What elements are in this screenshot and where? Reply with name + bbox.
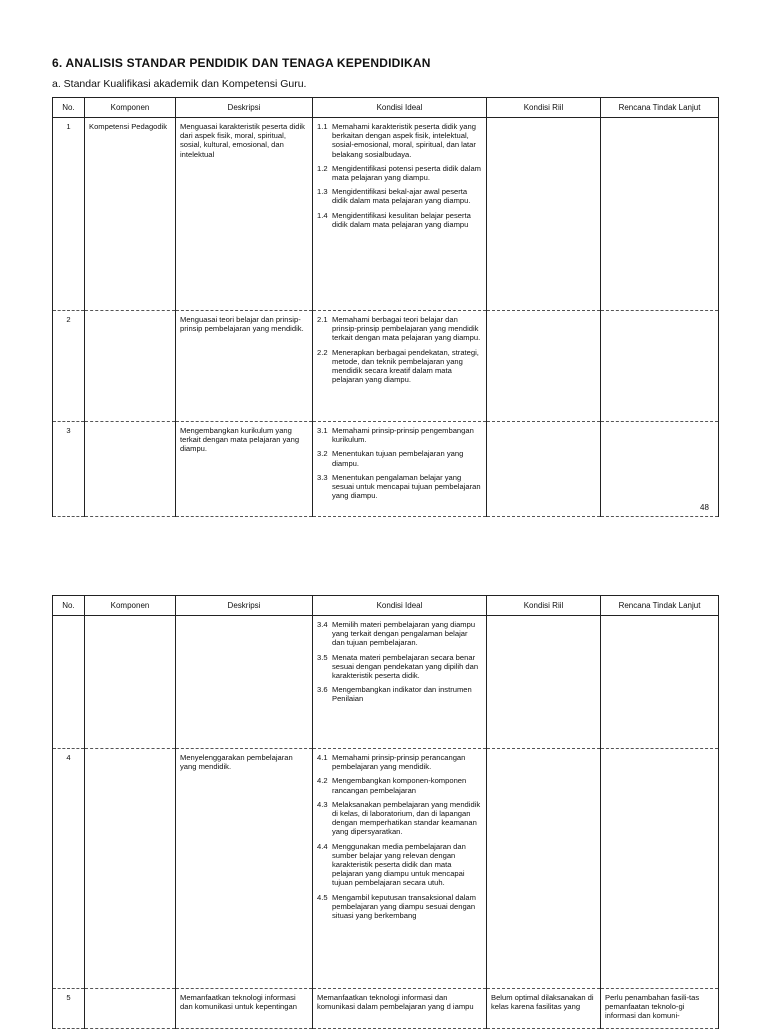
row-number: 3 xyxy=(53,422,85,517)
row-kondisi-ideal xyxy=(313,422,487,517)
row-rencana-tindak-lanjut xyxy=(601,749,719,989)
row-kondisi-riil xyxy=(487,749,601,989)
ideal-item-number: 4.3 xyxy=(317,799,328,809)
ideal-item-number: 4.4 xyxy=(317,841,328,851)
ideal-item xyxy=(317,187,482,205)
row-kondisi-ideal xyxy=(313,311,487,422)
table-row xyxy=(53,118,719,311)
ideal-item-number: 4.2 xyxy=(317,776,328,786)
ideal-item xyxy=(317,122,482,159)
ideal-item-text: Mengembangkan indikator dan instrumen Penilaian xyxy=(332,685,472,704)
col-header-kondisi-ideal: Kondisi Ideal xyxy=(313,98,487,118)
row-komponen xyxy=(85,311,176,422)
ideal-item xyxy=(317,753,482,771)
row-kondisi-riil xyxy=(487,422,601,517)
ideal-item-number: 2.2 xyxy=(317,347,328,357)
row-rencana-tindak-lanjut xyxy=(601,311,719,422)
row-kondisi-ideal xyxy=(313,616,487,749)
ideal-item xyxy=(317,473,482,501)
col-header-kondisi-riil: Kondisi Riil xyxy=(487,596,601,616)
competency-table-continued xyxy=(52,595,719,1029)
row-kondisi-ideal: Memanfaatkan teknologi informasi dan komunikasi dalam pembelajaran yang d iampu xyxy=(313,989,487,1029)
table-header-row xyxy=(53,596,719,616)
col-header-deskripsi: Deskripsi xyxy=(176,596,313,616)
ideal-item-number: 1.3 xyxy=(317,187,328,197)
ideal-item-number: 1.1 xyxy=(317,122,328,131)
ideal-item-number: 3.4 xyxy=(317,620,328,629)
ideal-item-text: Memilih materi pembelajaran yang diampu yang terkait dengan pengalaman belajar dan tujuan pembelajaran. xyxy=(332,620,476,648)
row-komponen xyxy=(85,422,176,517)
ideal-item-text: Memahami prinsip-prinsip perancangan pembelajaran yang mendidik. xyxy=(332,753,466,772)
ideal-item xyxy=(317,620,482,648)
table-row xyxy=(53,422,719,517)
ideal-item-text: Menentukan tujuan pembelajaran yang diampu. xyxy=(332,449,464,468)
table-row xyxy=(53,749,719,989)
row-kondisi-riil xyxy=(487,616,601,749)
section-heading: 6. ANALISIS STANDAR PENDIDIK DAN TENAGA KEPENDIDIKAN xyxy=(52,56,431,70)
ideal-item xyxy=(317,426,482,444)
page-number: 48 xyxy=(700,503,709,512)
table-row xyxy=(53,616,719,749)
ideal-item-text: Mengidentifikasi kesulitan belajar peserta didik dalam mata pelajaran yang diampu xyxy=(332,210,471,229)
col-header-no: No. xyxy=(53,98,85,118)
ideal-item xyxy=(317,211,482,229)
ideal-item-text: Mengembangkan komponen-komponen rancangan pembelajaran xyxy=(332,776,467,795)
ideal-item-text: Mengambil keputusan transaksional dalam pembelajaran yang diampu sesuai dengan situasi yang berkembang xyxy=(332,892,476,921)
ideal-item xyxy=(317,449,482,467)
ideal-item xyxy=(317,776,482,794)
ideal-item-text: Menentukan pengalaman belajar yang sesuai untuk mencapai tujuan pembelajaran yang diampu. xyxy=(332,472,481,501)
ideal-item-number: 3.3 xyxy=(317,472,328,482)
ideal-item-text: Mengidentifikasi bekal-ajar awal peserta didik dalam mata pelajaran yang diampu. xyxy=(332,187,471,206)
ideal-item-number: 1.4 xyxy=(317,210,328,220)
ideal-item xyxy=(317,164,482,182)
col-header-komponen: Komponen xyxy=(85,98,176,118)
ideal-item xyxy=(317,842,482,888)
row-kondisi-riil xyxy=(487,118,601,311)
row-deskripsi: Mengembangkan kurikulum yang terkait dengan mata pelajaran yang diampu. xyxy=(176,422,313,517)
ideal-item xyxy=(317,800,482,837)
row-number: 4 xyxy=(53,749,85,989)
ideal-item xyxy=(317,315,482,343)
ideal-item-number: 3.1 xyxy=(317,426,328,435)
row-rencana-tindak-lanjut xyxy=(601,616,719,749)
col-header-kondisi-riil: Kondisi Riil xyxy=(487,98,601,118)
row-number xyxy=(53,616,85,749)
row-deskripsi xyxy=(176,616,313,749)
ideal-item-number: 2.1 xyxy=(317,315,328,324)
row-deskripsi: Menyelenggarakan pembelajaran yang mendidik. xyxy=(176,749,313,989)
row-deskripsi: Memanfaatkan teknologi informasi dan komunikasi untuk kepentingan xyxy=(176,989,313,1029)
col-header-rencana-tindak-lanjut: Rencana Tindak Lanjut xyxy=(601,98,719,118)
row-kondisi-riil: Belum optimal dilaksanakan di kelas karena fasilitas yang xyxy=(487,989,601,1029)
row-komponen: Kompetensi Pedagodik xyxy=(85,118,176,311)
row-kondisi-riil xyxy=(487,311,601,422)
ideal-item-text: Memahami karakteristik peserta didik yang berkaitan dengan aspek fisik, intelektual, sosial-emosional, moral, spiritual, dan latar belakang sosialbudaya. xyxy=(332,122,476,159)
ideal-item-number: 1.2 xyxy=(317,163,328,173)
table-header-row xyxy=(53,98,719,118)
ideal-item-number: 3.2 xyxy=(317,449,328,459)
ideal-item-number: 4.1 xyxy=(317,753,328,762)
ideal-item-text: Mengidentifikasi potensi peserta didik dalam mata pelajaran yang diampu. xyxy=(332,163,482,183)
ideal-item-text: Menggunakan media pembelajaran dan sumber belajar yang relevan dengan karakteristik peserta didik dan mata pelajaran yang diampu untuk mencapai tujuan pembelajaran secara utuh. xyxy=(332,841,466,888)
col-header-deskripsi: Deskripsi xyxy=(176,98,313,118)
ideal-item-number: 3.6 xyxy=(317,685,328,695)
competency-table-page-48 xyxy=(52,97,719,517)
row-number: 1 xyxy=(53,118,85,311)
ideal-item-number: 4.5 xyxy=(317,892,328,902)
ideal-item-text: Melaksanakan pembelajaran yang mendidik di kelas, di laboratorium, dan di lapangan dengan memperhatikan standar keamanan yang dipersyaratkan. xyxy=(332,799,481,837)
row-komponen xyxy=(85,749,176,989)
row-rencana-tindak-lanjut: Perlu penambahan fasili-tas pemanfaatan teknolo-gi informasi dan komuni- xyxy=(601,989,719,1029)
section-subheading: a. Standar Kualifikasi akademik dan Kompetensi Guru. xyxy=(52,78,307,90)
ideal-item-number: 3.5 xyxy=(317,652,328,662)
row-number: 2 xyxy=(53,311,85,422)
col-header-komponen: Komponen xyxy=(85,596,176,616)
table-row xyxy=(53,989,719,1029)
col-header-no: No. xyxy=(53,596,85,616)
row-number: 5 xyxy=(53,989,85,1029)
ideal-item xyxy=(317,893,482,921)
row-deskripsi: Menguasai karakteristik peserta didik dari aspek fisik, moral, spiritual, sosial, kultural, emosional, dan intelektual xyxy=(176,118,313,311)
row-kondisi-ideal xyxy=(313,118,487,311)
row-komponen xyxy=(85,616,176,749)
table-row xyxy=(53,311,719,422)
row-deskripsi: Menguasai teori belajar dan prinsip-prinsip pembelajaran yang mendidik. xyxy=(176,311,313,422)
ideal-item-text: Menerapkan berbagai pendekatan, strategi, metode, dan teknik pembelajaran yang mendidik secara kreatif dalam mata pelajaran yang diampu. xyxy=(332,347,479,385)
col-header-kondisi-ideal: Kondisi Ideal xyxy=(313,596,487,616)
ideal-item xyxy=(317,653,482,681)
ideal-item-text: Memahami berbagai teori belajar dan prinsip-prinsip pembelajaran yang mendidik terkait dengan mata pelajaran yang diampu. xyxy=(332,315,481,343)
row-komponen xyxy=(85,989,176,1029)
ideal-item xyxy=(317,685,482,703)
ideal-item xyxy=(317,348,482,385)
row-kondisi-ideal xyxy=(313,749,487,989)
col-header-rencana-tindak-lanjut: Rencana Tindak Lanjut xyxy=(601,596,719,616)
ideal-item-text: Menata materi pembelajaran secara benar sesuai dengan pendekatan yang dipilih dan karakteristik peserta didik. xyxy=(332,652,479,681)
ideal-item-text: Memahami prinsip-prinsip pengembangan kurikulum. xyxy=(332,426,474,445)
row-rencana-tindak-lanjut xyxy=(601,118,719,311)
